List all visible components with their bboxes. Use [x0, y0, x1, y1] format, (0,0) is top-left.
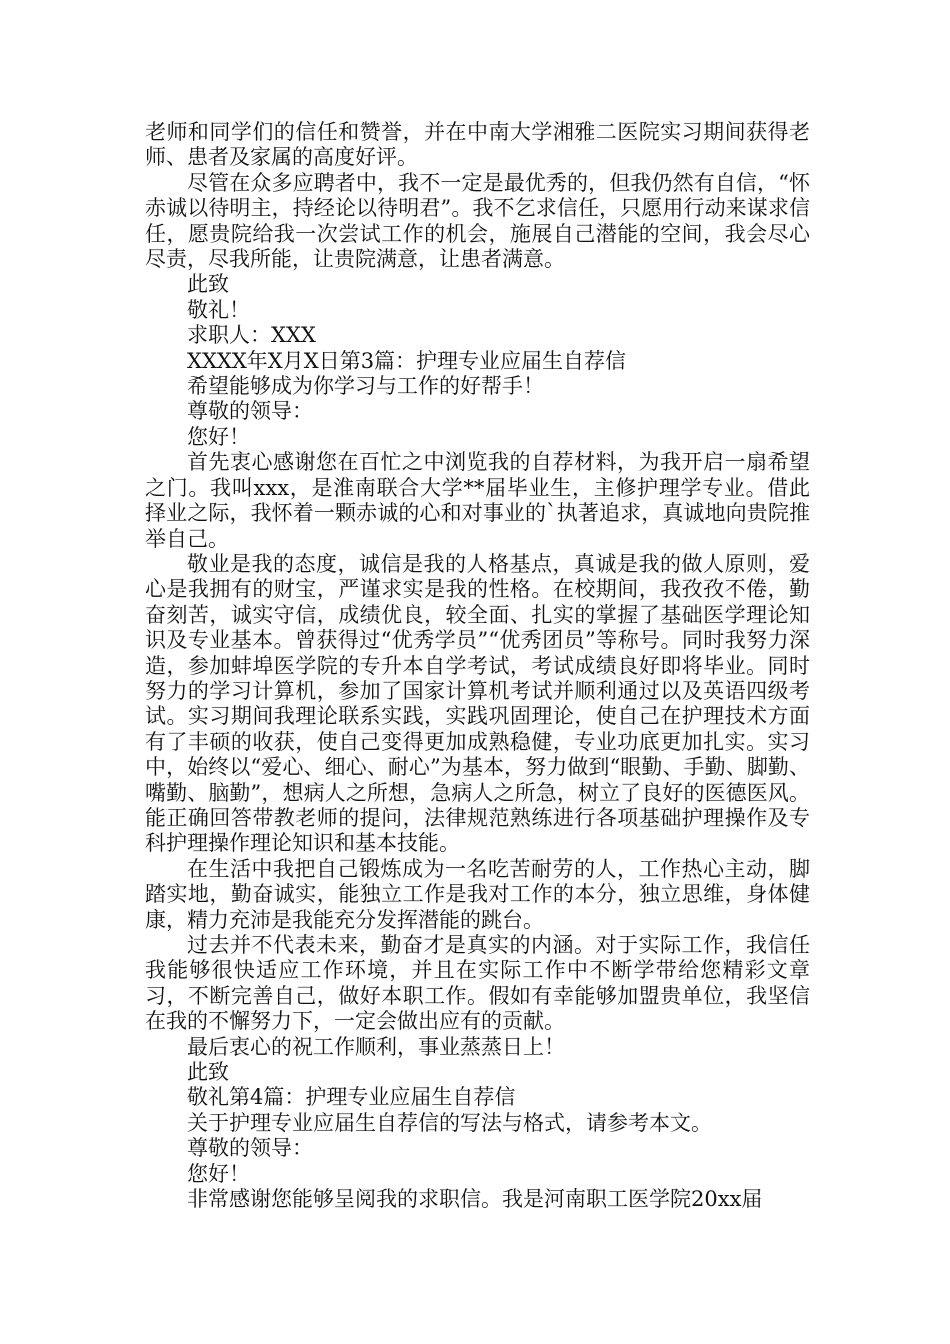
paragraph: XXXX年X月X日第3篇：护理专业应届生自荐信: [187, 348, 627, 373]
paragraph: 尊敬的领导：: [187, 1136, 313, 1161]
paragraph: 敬礼第4篇：护理专业应届生自荐信: [187, 1085, 516, 1110]
paragraph: 关于护理专业应届生自荐信的写法与格式，请参考本文。: [187, 1110, 712, 1135]
paragraph: 敬礼！: [187, 297, 250, 322]
paragraph: 尊敬的领导：: [187, 399, 313, 424]
document-body: [145, 120, 810, 1212]
paragraph: 此致: [187, 1060, 229, 1085]
paragraph: 老师和同学们的信任和赞誉，并在中南大学湘雅二医院实习期间获得老师、患者及家属的高度好评。: [145, 120, 810, 170]
paragraph: 希望能够成为你学习与工作的好帮手！: [187, 374, 544, 399]
paragraph: 您好！: [187, 1161, 250, 1186]
paragraph: 您好！: [187, 424, 250, 449]
paragraph: 在生活中我把自己锻炼成为一名吃苦耐劳的人，工作热心主动，脚踏实地，勤奋诚实，能独立工作是我对工作的本分，独立思维，身体健康，精力充沛是我能充分发挥潜能的跳台。: [145, 856, 810, 932]
paragraph: 最后衷心的祝工作顺利，事业蒸蒸日上！: [187, 1034, 565, 1059]
paragraph: 尽管在众多应聘者中，我不一定是最优秀的，但我仍然有自信，“怀赤诚以待明主，持经论以待明君”。我不乞求信任，只愿用行动来谋求信任，愿贵院给我一次尝试工作的机会，施展自己潜能的空间，我会尽心尽责，尽我所能，让贵院满意，让患者满意。: [145, 170, 810, 272]
paragraph: 过去并不代表未来，勤奋才是真实的内涵。对于实际工作，我信任我能够很快适应工作环境，并且在实际工作中不断学带给您精彩文章习，不断完善自己，做好本职工作。假如有幸能够加盟贵单位，我坚信在我的不懈努力下，一定会做出应有的贡献。: [145, 933, 810, 1034]
paragraph: 非常感谢您能够呈阅我的求职信。我是河南职工医学院20xx届: [187, 1187, 763, 1212]
paragraph: 此致: [187, 272, 229, 297]
paragraph: 首先衷心感谢您在百忙之中浏览我的自荐材料，为我开启一扇希望之门。我叫xxx，是淮南联合大学**届毕业生，主修护理学专业。借此择业之际，我怀着一颗赤诚的心和对事业的`执著追求，真诚地向贵院推举自己。: [145, 450, 810, 551]
paragraph: 敬业是我的态度，诚信是我的人格基点，真诚是我的做人原则，爱心是我拥有的财宝，严谨求实是我的性格。在校期间，我孜孜不倦，勤奋刻苦，诚实守信，成绩优良，较全面、扎实的掌握了基础医学理论知识及专业基本。曾获得过“优秀学员”“优秀团员”等称号。同时我努力深造，参加蚌埠医学院的专升本自学考试，考试成绩良好即将毕业。同时努力的学习计算机，参加了国家计算机考试并顺利通过以及英语四级考试。实习期间我理论联系实践，实践巩固理论，使自己在护理技术方面有了丰硕的收获，使自己变得更加成熟稳健，专业功底更加扎实。实习中，始终以“爱心、细心、耐心”为基本，努力做到“眼勤、手勤、脚勤、嘴勤、脑勤”，想病人之所想，急病人之所急，树立了良好的医德医风。能正确回答带教老师的提问，法律规范熟练进行各项基础护理操作及专科护理操作理论知识和基本技能。: [145, 551, 810, 856]
paragraph: 求职人：XXX: [187, 323, 316, 348]
